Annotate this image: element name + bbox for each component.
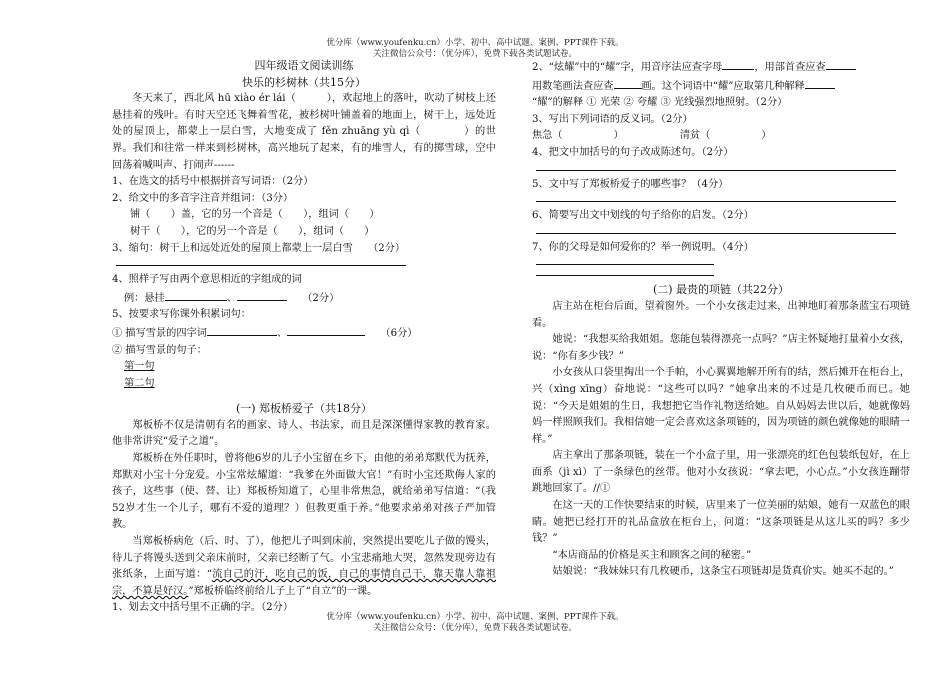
page-header bbox=[0, 38, 950, 60]
section-1-question-6: 6、简要写出文中划线的句子给你的启发。（2分） bbox=[532, 210, 754, 222]
question-1: 1、在选文的括号中根据拼音写词语：（2分） bbox=[112, 176, 314, 188]
answer-line-4 bbox=[536, 162, 896, 171]
section-2-paragraph-7: 姑娘说：“我妹妹只有几枚硬币，这条宝石项链却是货真价实。她买不起的。” bbox=[552, 566, 894, 578]
section-2-paragraph-6: “本店商品的价格是买主和顾客之间的秘密。” bbox=[552, 549, 752, 561]
section-1-question-4: 4、把文中加括号的句子改成陈述句。（2分） bbox=[532, 146, 734, 158]
left-column bbox=[112, 58, 496, 617]
page-footer bbox=[0, 612, 950, 634]
section-1-question-7: 7、你的父母是如何爱你的？举一例说明。（4分） bbox=[532, 241, 754, 253]
answer-line-7b bbox=[536, 267, 714, 276]
question-5: 5、按要求写你课外积累词句： bbox=[112, 309, 251, 321]
question-5-first-sentence: 第一句 bbox=[124, 361, 155, 373]
answer-blank bbox=[207, 324, 277, 336]
section-2-title: (二) 最贵的项链（共22分） bbox=[652, 283, 790, 297]
question-4a-example: 例：悬挂 bbox=[124, 292, 165, 304]
section-1-paragraph-3 bbox=[112, 534, 496, 600]
question-3: 3、缩句：树干上和远处近处的屋顶上都蒙上一层白雪 （2分） bbox=[112, 242, 406, 254]
section-1-question-2a-text: 2、“炫耀”中的“耀”字，用音序法应查字母 bbox=[532, 62, 723, 73]
answer-line-3 bbox=[116, 257, 406, 266]
section-2-paragraph-1: 店主站在柜台后面，望着窗外。一个小女孩走过来，出神地盯着那条蓝宝石项链看。 bbox=[532, 300, 910, 329]
section-1-question-2b bbox=[532, 77, 910, 96]
question-2: 2、给文中的多音字注音并组词：（3分） bbox=[112, 192, 294, 204]
question-5b: ② 描写雪景的句子： bbox=[112, 344, 207, 356]
section-1-question-2b-text: 用数笔画法查应查 bbox=[532, 80, 614, 92]
antonym-item-2: 清贫（ ） bbox=[679, 130, 772, 142]
section-1-question-5: 5、文中写了郑板桥爱子的哪些事？（4分） bbox=[532, 178, 729, 190]
section-2-paragraph-5: 在这一天的工作快要结束的时候，店里来了一位美丽的姑娘，她有一双蓝色的眼睛。她把已经打开的礼品盒放在柜台上，问道：“这条项链是从这儿买的吗？多少钱？” bbox=[532, 500, 910, 545]
header-line-2: 关注微信公众号：（优分库），免费下载各类试题试卷。 bbox=[372, 49, 577, 59]
answer-blank bbox=[805, 77, 835, 89]
section-1-paragraph-3-tail: ”郑板桥临终前给儿子上了“自立”的一课。 bbox=[188, 585, 378, 597]
section-1-title: (一) 郑板桥爱子（共18分） bbox=[235, 402, 373, 416]
answer-line-6 bbox=[536, 225, 896, 234]
section-1-question-2a-text-2: ，用部首查应查 bbox=[754, 62, 826, 73]
passage-forest: 冬天来了，西北风 hū xiào ér lái（ ），欢起地上的落叶，吹动了树枝上还悬挂着的残叶。有时天空还飞舞着雪花，被杉树叶铺盖着的地面上，树干上，远处近处的屋顶上，都蒙上一层白雪，大地变成了 fěn zhuāng yù qì（ ）的世界。我们和往常一样来到杉树林，高兴地玩了起来，有的堆雪人，有的掷雪球，空中回荡着喊叫声、打闹声------ bbox=[112, 93, 496, 171]
question-4a: 例：悬挂 、 （2分） bbox=[112, 289, 496, 308]
underlined-sentence: 流自己的汗，吃自己的饭，自己的事情自己干，靠天靠人靠祖宗，不算是好汉。 bbox=[112, 569, 496, 597]
answer-blank bbox=[165, 289, 227, 301]
answer-blank bbox=[826, 58, 856, 70]
section-1-question-2a bbox=[532, 58, 910, 77]
question-2b: 树干（ ），它的另一个音是（ ），组词（ ） bbox=[130, 225, 375, 237]
section-1-paragraph-1: 郑板桥不仅是清朝有名的画家、诗人、书法家，而且是深深懂得家教的教育家。他非常讲究“爱子之道”。 bbox=[112, 419, 496, 448]
section-2-paragraph-3: 小女孩从口袋里掏出一个手帕，小心翼翼地解开所有的结，然后摊开在柜台上，兴（xìng xīng）奋地说：“这些可以吗？”她拿出来的不过是几枚硬币而已。她说：“今天是姐姐的生日，我想把它当作礼物送给她。自从妈妈去世以后，她就像妈妈一样照顾我们。我相信她一定会喜欢这条项链的，因为项链的颜色就像她的眼睛一样。” bbox=[532, 367, 910, 445]
question-5a: ① 描写雪景的四字词 、 （6分） bbox=[112, 324, 496, 343]
question-5-second-sentence: 第二句 bbox=[124, 377, 155, 389]
answer-line-7a bbox=[536, 256, 714, 265]
section-2-paragraph-2: 她说：“我想买给我姐姐。您能包装得漂亮一点吗？”店主怀疑地打量着小女孩，说：“你有多少钱？” bbox=[532, 334, 910, 362]
section-2-paragraph-4: 店主拿出了那条项链，装在一个小盒子里，用一张漂亮的红色包装纸包好，在上面系（jì xì）了一条绿色的丝带。他对小女孩说：“拿去吧，小心点。”小女孩连蹦带跳地回家了。//① bbox=[532, 450, 910, 495]
question-2a: 铺（ ）盖，它的另一个音是（ ），组词（ ） bbox=[130, 209, 380, 221]
antonym-item-1: 焦急（ ） bbox=[532, 130, 619, 142]
answer-blank bbox=[287, 324, 365, 336]
answer-blank bbox=[722, 58, 754, 70]
section-1-question-3: 3、写出下列词语的反义词。（2分） bbox=[532, 113, 693, 125]
question-5a-score: （6分） bbox=[385, 327, 418, 339]
section-1-paragraph-3-lead: 当郑板桥病危（后、时、了），他把儿子叫到床前，突然提出要吃儿子做的馒头，待儿子将馒头送到父亲床前时，父亲已经断了气。小宝悲痛地大哭，忽然发现旁边有张纸条，上面写道：“ bbox=[112, 536, 496, 581]
passage-title-forest: 快乐的杉树林（共15分） bbox=[242, 75, 366, 89]
footer-line-2: 关注微信公众号：（优分库），免费下载各类试题试卷。 bbox=[372, 623, 577, 633]
answer-blank bbox=[614, 77, 642, 89]
section-1-question-2c: “耀”的解释 ① 光荣 ② 夸耀 ③ 光线强烈地照射。（2分） bbox=[532, 97, 788, 109]
answer-line-5 bbox=[536, 193, 896, 202]
section-1-question-3-items bbox=[532, 128, 910, 145]
section-1-question-2b-text-2: 画。这个词语中“耀”应取第几种解释 bbox=[641, 80, 805, 92]
question-4a-score: （2分） bbox=[307, 292, 340, 304]
section-1-question-1: 1、划去文中括号里不正确的字。（2分） bbox=[112, 602, 294, 614]
question-5a-label: ① 描写雪景的四字词 bbox=[112, 327, 207, 339]
header-line-1: 优分库（www.youfenku.cn）小学、初中、高中试题、案例、PPT课件下载。 bbox=[326, 38, 624, 48]
right-column bbox=[532, 58, 910, 581]
question-4: 4、照样子写由两个意思相近的字组成的词 bbox=[112, 274, 302, 286]
section-1-paragraph-2: 郑板桥在外任职时，曾将他6岁的儿子小宝留在乡下，由他的弟弟郑默代为抚养，郑默对小宝十分宠爱。小宝常炫耀道：“我爹在外面做大官！”有时小宝还欺侮人家的孩子，这些事（使、替、让）郑板桥知道了，心里非常焦急，就给弟弟写信道：“（我52岁才生一个儿子，哪有不爱的道理？）但教更重于养。”他要求弟弟对孩子严加管教。 bbox=[112, 453, 496, 531]
footer-line-1: 优分库（www.youfenku.cn）小学、初中、高中试题、案例、PPT课件下载。 bbox=[326, 612, 624, 622]
exam-title: 四年级语文阅读训练 bbox=[254, 59, 354, 72]
answer-blank bbox=[237, 289, 287, 301]
